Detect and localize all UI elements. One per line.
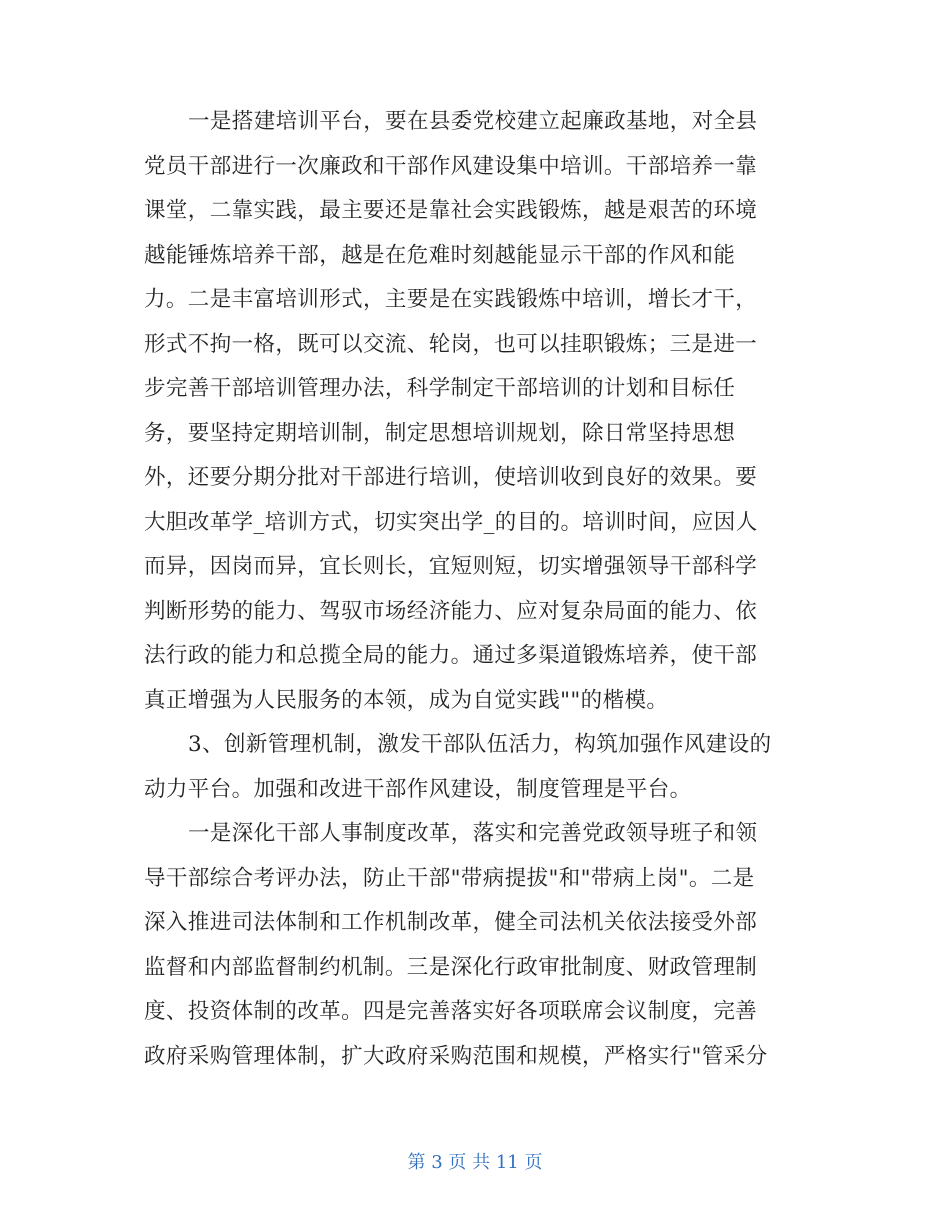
paragraph-line: 外，还要分期分批对干部进行培训，使培训收到良好的效果。要 [144, 465, 758, 490]
section-heading-line: 动力平台。加强和改进干部作风建设，制度管理是平台。 [144, 776, 692, 802]
paragraph-line: 步完善干部培训管理办法，科学制定干部培训的计划和目标任 [144, 376, 736, 401]
paragraph-line: 力。二是丰富培训形式，主要是在实践锻炼中培训，增长才干， [144, 287, 758, 312]
paragraph-line: 课堂，二靠实践，最主要还是靠社会实践锻炼，越是艰苦的环境 [144, 198, 758, 223]
paragraph-line: 法行政的能力和总揽全局的能力。通过多渠道锻炼培养，使干部 [144, 643, 758, 668]
page-number-footer: 第 3 页 共 11 页 [407, 1152, 543, 1173]
paragraph-line: 一是搭建培训平台，要在县委党校建立起廉政基地，对全县 [188, 109, 758, 134]
section-heading-line: 3、创新管理机制，激发干部队伍活力，构筑加强作风建设的 [188, 732, 772, 757]
body-text [144, 100, 806, 1079]
paragraph-line: 深入推进司法体制和工作机制改革，健全司法机关依法接受外部 [144, 910, 758, 935]
paragraph-line: 越能锤炼培养干部，越是在危难时刻越能显示干部的作风和能 [144, 242, 736, 268]
paragraph-line: 政府采购管理体制，扩大政府采购范围和规模，严格实行"管采分 [144, 1043, 768, 1069]
paragraph-line: 务，要坚持定期培训制，制定思想培训规划，除日常坚持思想 [144, 420, 736, 446]
paragraph-line: 真正增强为人民服务的本领，成为自觉实践""的楷模。 [144, 687, 669, 713]
paragraph-line: 导干部综合考评办法，防止干部"带病提拔"和"带病上岗"。二是 [144, 865, 755, 891]
paragraph-line: 度、投资体制的改革。四是完善落实好各项联席会议制度，完善 [144, 999, 758, 1024]
paragraph-line: 一是深化干部人事制度改革，落实和完善党政领导班子和领 [188, 821, 758, 846]
paragraph-line: 判断形势的能力、驾驭市场经济能力、应对复杂局面的能力、依 [144, 598, 758, 624]
paragraph-line: 而异，因岗而异，宜长则长，宜短则短，切实增强领导干部科学 [144, 554, 758, 579]
paragraph-line: 大胆改革学_培训方式，切实突出学_的目的。培训时间，应因人 [144, 509, 758, 535]
paragraph-line: 形式不拘一格，既可以交流、轮岗，也可以挂职锻炼；三是进一 [144, 331, 758, 357]
paragraph-line: 监督和内部监督制约机制。三是深化行政审批制度、财政管理制 [144, 954, 758, 980]
paragraph-line: 党员干部进行一次廉政和干部作风建设集中培训。干部培养一靠 [144, 153, 758, 179]
